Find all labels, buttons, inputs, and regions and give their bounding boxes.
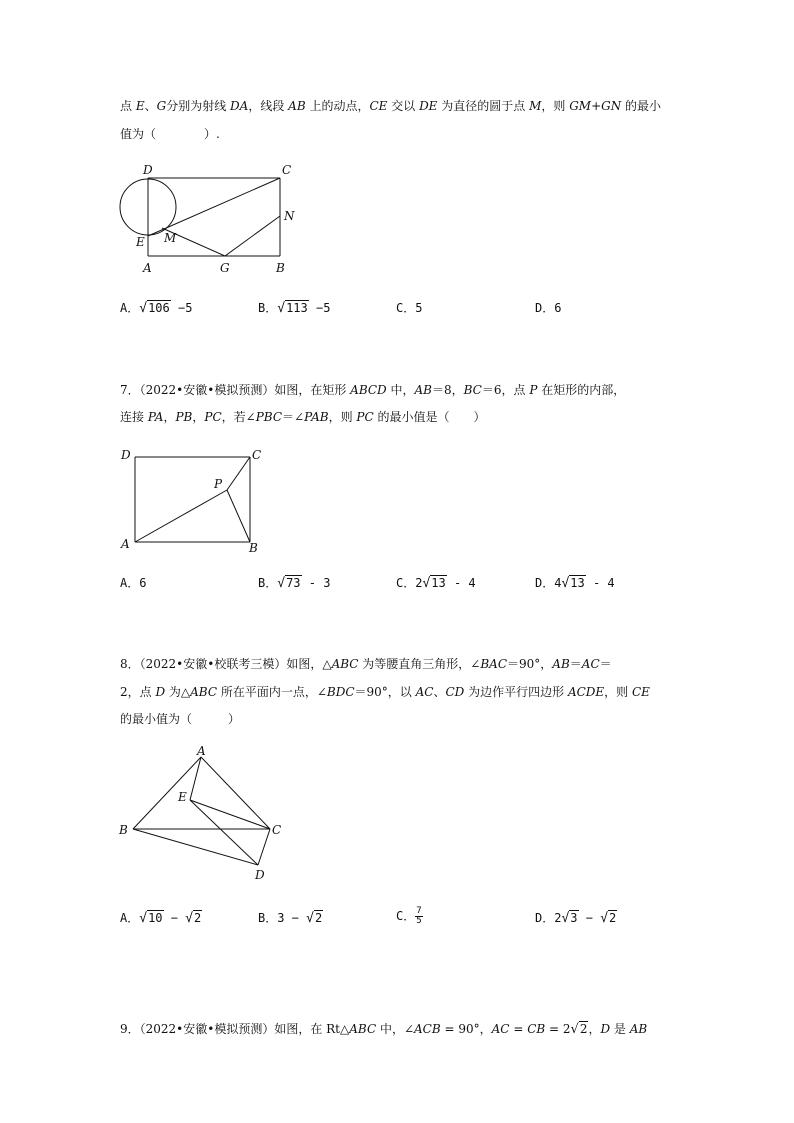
q7-text-line-2: 连接 PA，PB，PC，若∠PBC＝∠PAB，则 PC 的最小值是（ ） bbox=[120, 410, 486, 424]
q7-label-C: C bbox=[252, 448, 262, 462]
q6-label-G: G bbox=[220, 261, 230, 275]
q6-label-B: B bbox=[276, 261, 285, 275]
q7-option-c[interactable]: C．2√13 - 4 bbox=[396, 576, 476, 591]
q6-option-a[interactable]: A．√106 −5 bbox=[120, 301, 193, 316]
q6-option-b[interactable]: B．√113 −5 bbox=[258, 301, 331, 316]
q6-figure bbox=[110, 160, 300, 280]
q8-option-a[interactable]: A．√10 − √2 bbox=[120, 911, 202, 926]
q6-label-N: N bbox=[284, 209, 295, 223]
q6-label-C: C bbox=[282, 163, 292, 177]
q8-label-C: C bbox=[272, 823, 282, 837]
q6-text-line-2: 值为（ ）. bbox=[120, 127, 220, 141]
q8-text-line-3: 的最小值为（ ） bbox=[120, 712, 241, 726]
q8-option-d[interactable]: D．2√3 − √2 bbox=[535, 911, 617, 926]
q6-label-M: M bbox=[164, 231, 177, 245]
q7-option-a[interactable]: A．6 bbox=[120, 576, 147, 590]
q6-label-A: A bbox=[143, 261, 152, 275]
q7-option-b[interactable]: B．√73 - 3 bbox=[258, 576, 331, 591]
q7-option-d[interactable]: D．4√13 - 4 bbox=[535, 576, 615, 591]
q7-text-line-1: 7．（2022•安徽•模拟预测）如图，在矩形 ABCD 中，AB＝8，BC＝6，点 P 在矩形的内部， bbox=[120, 383, 626, 397]
q6-label-D: D bbox=[143, 163, 153, 177]
q7-figure bbox=[115, 445, 275, 557]
q8-option-c[interactable]: C． $\frac{7}{5}$ bbox=[396, 906, 422, 926]
q8-text-line-1: 8．（2022•安徽•校联考三模）如图，△ABC 为等腰直角三角形，∠BAC＝90°，AB＝AC＝ bbox=[120, 657, 612, 671]
q8-label-D: D bbox=[255, 868, 265, 882]
q8-label-A: A bbox=[197, 745, 206, 758]
q8-text-line-2: 2，点 D 为△ABC 所在平面内一点，∠BDC＝90°，以 AC、CD 为边作平行四边形 ACDE，则 CE bbox=[120, 685, 650, 699]
q6-option-d[interactable]: D．6 bbox=[535, 301, 562, 315]
q7-label-D: D bbox=[121, 448, 131, 462]
q8-label-B: B bbox=[119, 823, 128, 837]
q7-label-B: B bbox=[249, 541, 258, 555]
q7-label-P: P bbox=[214, 477, 223, 491]
fraction: $\frac{7}{5}$ bbox=[416, 906, 422, 926]
q8-label-E: E bbox=[178, 790, 187, 804]
q6-text-line-1: 点 E、G分别为射线 DA，线段 AB 上的动点，CE 交以 DE 为直径的圆于点 M，则 GM+GN 的最小 bbox=[120, 99, 662, 113]
q8-figure bbox=[115, 745, 290, 890]
q9-text-line-1: 9．（2022•安徽•模拟预测）如图，在 Rt△ABC 中，∠ACB = 90°，AC = CB = 2√2，D 是 AB bbox=[120, 1022, 648, 1037]
q6-label-E: E bbox=[136, 235, 145, 249]
q6-option-c[interactable]: C．5 bbox=[396, 301, 423, 315]
q8-option-b[interactable]: B．3 − √2 bbox=[258, 911, 323, 926]
q7-label-A: A bbox=[121, 537, 130, 551]
